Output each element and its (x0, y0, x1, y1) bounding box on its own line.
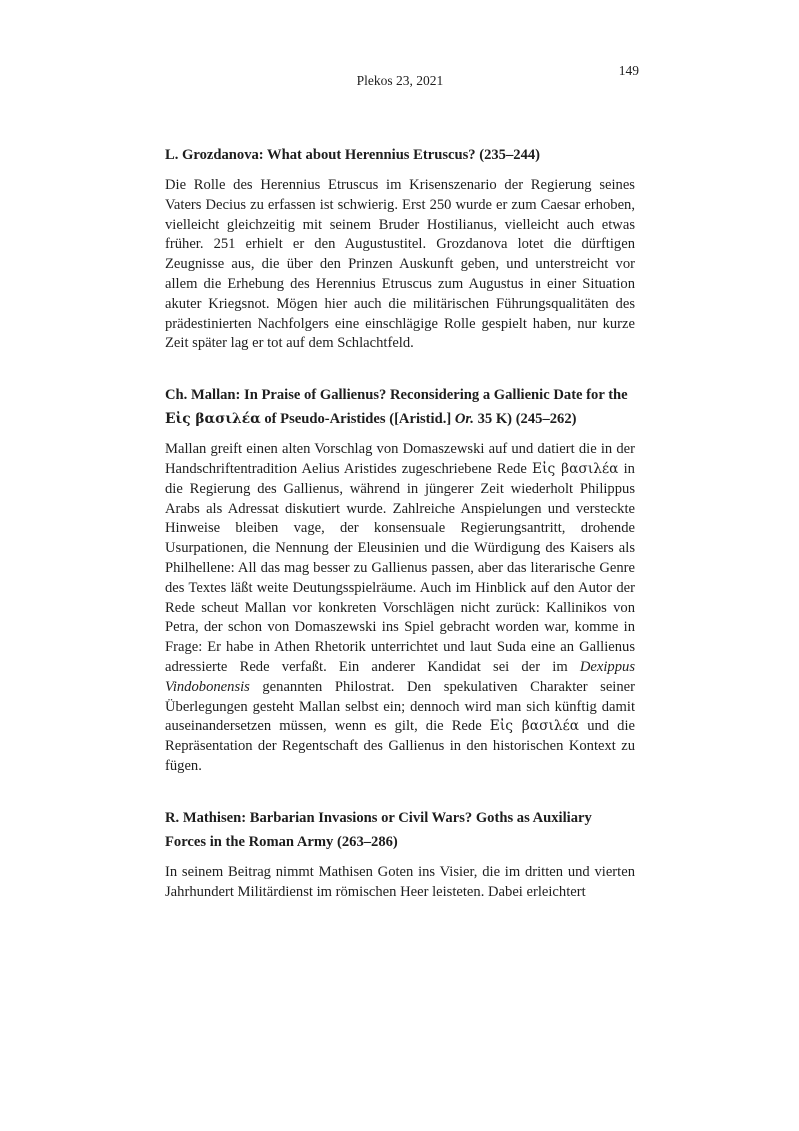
entry-paragraph (165, 440, 635, 777)
page-number: 149 (618, 63, 639, 78)
heading-text: 35 K) (245–262) (473, 411, 577, 428)
review-entry-mallan (165, 383, 635, 777)
paragraph-italic-text: Dexippus Vindobonensis (165, 658, 635, 695)
paragraph-text: und die Repräsentation der Regentschaft des Gallienus in den historischen Kontext zu fügen. (165, 718, 635, 774)
entry-heading (165, 383, 635, 431)
paragraph-greek-text: Εἰς βασιλέα (489, 718, 580, 735)
heading-text: R. Mathisen: Barbarian Invasions or Civil Wars? Goths as Auxiliary Forces in the Roman Army (263–286) (165, 809, 592, 850)
paragraph-text: in die Regierung des Gallienus, während in jüngerer Zeit wiederholt Philippus Arabs als Adressat diskutiert wurde. Zahlreiche Anspielungen und versteckte Hinweise bleiben vage, der konsensuale Regierungsantritt, drohende Usurpationen, die Nennung der Eleusinien und die Würdigung des Kaisers als Philhellene: All das mag besser zu Gallienus passen, aber das literarische Genre des Textes läßt weite Deutungsspielräume. Auch im Hinblick auf den Autor der Rede scheut Mallan vor konkreten Vorschlägen nicht zurück: Kallinikos von Petra, der schon von Domaszewski ins Spiel gebracht worden war, komme in Frage: Er habe in Athen Rhetorik unterrichtet und laut Suda eine an Gallienus adressierte Rede verfaßt. Ein anderer Kandidat sei der im (165, 460, 635, 675)
entry-paragraph (165, 176, 635, 354)
heading-italic-text: Or. (454, 411, 474, 428)
review-entry-grozdanova (165, 143, 635, 354)
paragraph-text: Mallan greift einen alten Vorschlag von Domaszewski auf und datiert die in der Handschriftentradition Aelius Aristides zugeschriebene Rede (165, 441, 635, 477)
paragraph-text: In seinem Beitrag nimmt Mathisen Goten ins Visier, die im dritten und vierten Jahrhundert Militärdienst im römischen Heer leisteten. Dabei erleichtert (165, 863, 635, 900)
entry-paragraph (165, 863, 635, 903)
paragraph-text: genannten Philostrat. Den spekulativen Charakter seiner Überlegungen gesteht Mallan selbst ein; dennoch wird man sich künftig damit auseinandersetzen müssen, wenn es gilt, die Rede (165, 678, 635, 735)
running-title: Plekos 23, 2021 (356, 73, 444, 88)
review-entry-mathisen (165, 806, 635, 903)
heading-text: Ch. Mallan: In Praise of Gallienus? Reconsidering a Gallienic Date for the (165, 387, 628, 404)
entry-heading (165, 806, 635, 854)
heading-text: of Pseudo-Aristides ([Aristid.] (260, 411, 455, 428)
heading-text: L. Grozdanova: What about Herennius Etruscus? (235–244) (165, 147, 541, 163)
page-body (165, 143, 635, 902)
paragraph-greek-text: Εἰς βασιλέα (532, 460, 619, 477)
heading-greek-text: Εἰς βασιλέα (165, 411, 261, 428)
paragraph-text: Die Rolle des Herennius Etruscus im Krisenszenario der Regierung seines Vaters Decius zu erfassen ist schwierig. Erst 250 wurde er zum Caesar erhoben, vielleicht gleichzeitig mit seinem Bruder Hostilianus, vielleicht auch etwas früher. 251 erhielt er den Augustustitel. Grozdanova lotet die dürftigen Zeugnisse aus, die über den Prinzen Auskunft geben, und unterstreicht vor allem die Erhebung des Herennius Etruscus zum Augustus in einer Situation akuter Kriegsnot. Mögen hier auch die militärischen Führungsqualitäten des prädestinierten Nachfolgers eine einschlägige Rolle gespielt haben, nur kurze Zeit später lag er tot auf dem Schlachtfeld. (165, 177, 635, 352)
entry-heading (165, 143, 635, 167)
